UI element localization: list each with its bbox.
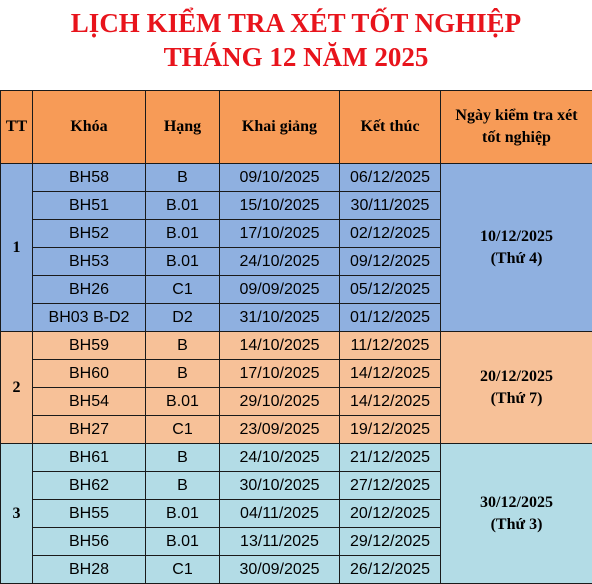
exam-date-cell (441, 444, 592, 584)
end-date-cell: 01/12/2025 (340, 304, 441, 332)
end-date-cell: 27/12/2025 (340, 472, 441, 500)
course-cell: BH55 (33, 500, 146, 528)
end-date-cell: 29/12/2025 (340, 528, 441, 556)
end-date-cell: 20/12/2025 (340, 500, 441, 528)
group-number: 3 (1, 444, 33, 584)
course-cell: BH58 (33, 164, 146, 192)
course-cell: BH27 (33, 416, 146, 444)
start-date-cell: 24/10/2025 (220, 248, 340, 276)
exam-date-cell (441, 332, 592, 444)
start-date-cell: 13/11/2025 (220, 528, 340, 556)
course-cell: BH60 (33, 360, 146, 388)
exam-date: 10/12/2025 (480, 227, 553, 245)
start-date-cell: 14/10/2025 (220, 332, 340, 360)
rank-cell: B (146, 360, 220, 388)
course-cell: BH56 (33, 528, 146, 556)
course-cell: BH52 (33, 220, 146, 248)
course-cell: BH53 (33, 248, 146, 276)
course-cell: BH26 (33, 276, 146, 304)
start-date-cell: 24/10/2025 (220, 444, 340, 472)
rank-cell: B.01 (146, 528, 220, 556)
end-date-cell: 06/12/2025 (340, 164, 441, 192)
start-date-cell: 09/09/2025 (220, 276, 340, 304)
title-line-2: THÁNG 12 NĂM 2025 (163, 42, 429, 72)
rank-cell: C1 (146, 556, 220, 584)
course-cell: BH51 (33, 192, 146, 220)
rank-cell: B.01 (146, 388, 220, 416)
table-body (1, 164, 592, 584)
header-row (1, 91, 592, 164)
exam-date: 20/12/2025 (480, 367, 553, 385)
start-date-cell: 30/10/2025 (220, 472, 340, 500)
rank-cell: B (146, 164, 220, 192)
start-date-cell: 30/09/2025 (220, 556, 340, 584)
group-number: 2 (1, 332, 33, 444)
header-end-date: Kết thúc (340, 91, 441, 164)
end-date-cell: 26/12/2025 (340, 556, 441, 584)
rank-cell: B.01 (146, 248, 220, 276)
exam-weekday: (Thứ 3) (490, 515, 543, 533)
exam-weekday: (Thứ 7) (490, 389, 543, 407)
rank-cell: B.01 (146, 220, 220, 248)
end-date-cell: 02/12/2025 (340, 220, 441, 248)
start-date-cell: 17/10/2025 (220, 360, 340, 388)
end-date-cell: 21/12/2025 (340, 444, 441, 472)
course-cell: BH28 (33, 556, 146, 584)
header-rank: Hạng (146, 91, 220, 164)
start-date-cell: 04/11/2025 (220, 500, 340, 528)
course-cell: BH59 (33, 332, 146, 360)
rank-cell: B (146, 332, 220, 360)
start-date-cell: 31/10/2025 (220, 304, 340, 332)
course-cell: BH03 B-D2 (33, 304, 146, 332)
end-date-cell: 09/12/2025 (340, 248, 441, 276)
header-exam-date-line-2: tốt nghiệp (482, 129, 551, 146)
header-start-date: Khai giảng (220, 91, 340, 164)
end-date-cell: 19/12/2025 (340, 416, 441, 444)
table-row (1, 444, 592, 472)
page-title (0, 0, 592, 90)
start-date-cell: 23/09/2025 (220, 416, 340, 444)
end-date-cell: 30/11/2025 (340, 192, 441, 220)
table-row (1, 164, 592, 192)
end-date-cell: 05/12/2025 (340, 276, 441, 304)
course-cell: BH61 (33, 444, 146, 472)
rank-cell: B (146, 444, 220, 472)
title-line-1: LỊCH KIỂM TRA XÉT TỐT NGHIỆP (70, 8, 522, 38)
header-exam-date-line-1: Ngày kiểm tra xét (455, 107, 578, 124)
exam-date-cell (441, 164, 592, 332)
rank-cell: C1 (146, 276, 220, 304)
header-exam-date (441, 91, 592, 164)
group-number: 1 (1, 164, 33, 332)
rank-cell: D2 (146, 304, 220, 332)
start-date-cell: 15/10/2025 (220, 192, 340, 220)
rank-cell: B.01 (146, 192, 220, 220)
end-date-cell: 14/12/2025 (340, 388, 441, 416)
start-date-cell: 17/10/2025 (220, 220, 340, 248)
header-tt: TT (1, 91, 33, 164)
rank-cell: B (146, 472, 220, 500)
rank-cell: B.01 (146, 500, 220, 528)
exam-schedule-table (0, 90, 592, 584)
end-date-cell: 11/12/2025 (340, 332, 441, 360)
end-date-cell: 14/12/2025 (340, 360, 441, 388)
course-cell: BH62 (33, 472, 146, 500)
start-date-cell: 29/10/2025 (220, 388, 340, 416)
rank-cell: C1 (146, 416, 220, 444)
start-date-cell: 09/10/2025 (220, 164, 340, 192)
table-row (1, 332, 592, 360)
course-cell: BH54 (33, 388, 146, 416)
exam-weekday: (Thứ 4) (490, 249, 543, 267)
header-course: Khóa (33, 91, 146, 164)
exam-date: 30/12/2025 (480, 493, 553, 511)
